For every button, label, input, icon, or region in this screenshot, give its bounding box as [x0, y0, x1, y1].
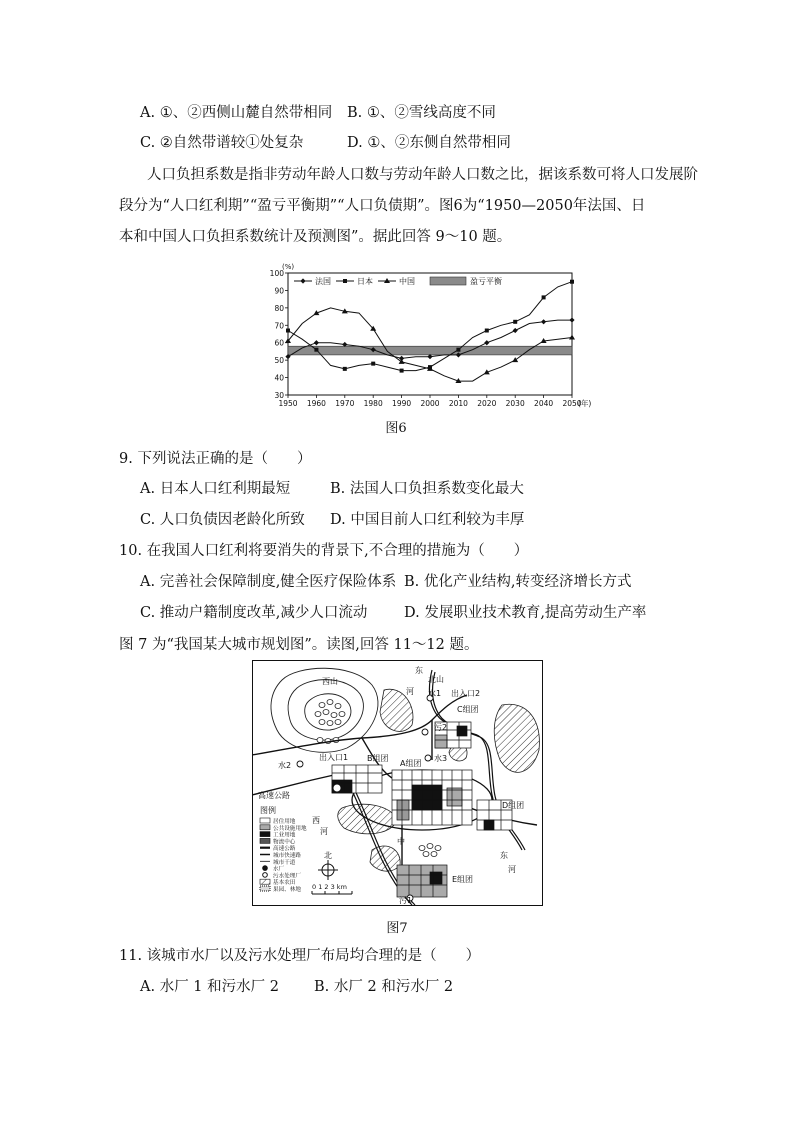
q11-option-a: A. 水厂 1 和污水厂 2	[140, 979, 279, 995]
legend-item-label: 水厂	[273, 866, 285, 873]
label-north-mountain: 北山	[428, 675, 444, 684]
option-q8-b: B. ①、②雪线高度不同	[347, 105, 496, 121]
legend-label: 日本	[357, 277, 373, 286]
x-tick-label: 2000	[420, 399, 440, 408]
y-tick-label: 90	[274, 286, 284, 296]
legend-item-label: 公共设施用地	[273, 825, 307, 832]
legend-swatch	[260, 825, 270, 830]
label-sewage1: 污1	[399, 896, 413, 905]
city-planning-map	[252, 660, 543, 906]
chart-plot-area	[288, 273, 572, 395]
legend-band-label: 盈亏平衡	[470, 277, 502, 286]
label-c-group: C组团	[457, 705, 479, 714]
legend-item-label: 工业用地	[273, 832, 296, 839]
q11-option-b: B. 水厂 2 和污水厂 2	[314, 979, 454, 995]
figure-7-caption: 图7	[386, 921, 408, 936]
q10-option-a: A. 完善社会保障制度,健全医疗保险体系	[140, 574, 397, 590]
legend-item-label: 污水处理厂	[273, 873, 301, 880]
q10-option-b: B. 优化产业结构,转变经济增长方式	[404, 574, 632, 590]
q9-option-c: C. 人口负债因老龄化所致	[140, 512, 305, 528]
label-b-group: B组团	[367, 754, 389, 763]
x-tick-label: 2020	[477, 399, 497, 408]
legend-swatch	[263, 873, 268, 878]
data-point	[371, 362, 375, 366]
q10-option-c: C. 推动户籍制度改革,减少人口流动	[140, 605, 368, 621]
label-a-group: A组团	[400, 759, 422, 768]
y-tick-label: 100	[269, 269, 284, 278]
label-exit2: 出入口2	[451, 689, 481, 698]
q9-option-b: B. 法国人口负担系数变化最大	[330, 481, 524, 497]
figure-6-caption: 图6	[385, 421, 407, 436]
legend-band-swatch	[430, 277, 466, 285]
q11-stem: 11. 该城市水厂以及污水处理厂布局均合理的是（ ）	[119, 948, 481, 964]
data-point	[513, 320, 517, 324]
label-river-top: 河	[406, 687, 414, 696]
x-tick-label: 2050	[562, 399, 582, 408]
label-river-se: 河	[508, 865, 516, 874]
x-tick-label: 2030	[505, 399, 525, 408]
label-e-group: E组团	[452, 875, 474, 884]
label-east-se: 东	[500, 851, 508, 860]
option-q8-d: D. ①、②东侧自然带相同	[347, 135, 511, 151]
e-group	[397, 865, 447, 897]
y-tick-label: 80	[274, 303, 284, 313]
legend-swatch	[260, 886, 270, 891]
legend-title: 图例	[260, 806, 276, 815]
label-river-mid: 河	[320, 827, 328, 836]
legend-item-label: 城市干道	[273, 859, 296, 866]
label-sewage2: 污2	[434, 723, 448, 732]
x-tick-label: 1950	[278, 399, 298, 408]
data-point	[400, 369, 404, 373]
data-point	[314, 348, 318, 352]
data-point	[570, 280, 574, 284]
option-q8-c: C. ②自然带谱较①处复杂	[140, 135, 304, 151]
data-point	[343, 367, 347, 371]
label-north: 北	[324, 851, 332, 860]
label-water3: 水3	[434, 754, 448, 763]
y-tick-label: 50	[274, 356, 284, 366]
x-tick-label: 1960	[306, 399, 326, 408]
population-burden-chart	[262, 259, 606, 411]
x-tick-label: 2010	[448, 399, 468, 408]
legend-swatch	[260, 818, 270, 823]
legend-swatch	[263, 866, 268, 871]
legend-swatch	[260, 832, 270, 837]
breakeven-band	[288, 346, 572, 355]
legend-label: 中国	[399, 277, 415, 286]
legend-item-label: 高速公路	[273, 846, 296, 853]
label-east-top: 东	[415, 666, 423, 675]
option-q8-a: A. ①、②西侧山麓自然带相同	[140, 105, 333, 121]
data-point	[542, 295, 546, 299]
y-tick-label: 40	[274, 373, 284, 383]
y-tick-label: 60	[274, 338, 284, 348]
y-axis-label: (%)	[282, 263, 295, 271]
legend-item-label: 城市快速路	[273, 853, 301, 859]
x-tick-label: 1970	[335, 399, 355, 408]
label-west: 西	[312, 816, 320, 825]
data-point	[485, 329, 489, 333]
data-point	[456, 348, 460, 352]
label-water2: 水2	[278, 761, 292, 770]
intro-line-1: 人口负担系数是指非劳动年龄人口数与劳动年龄人口数之比，据该系数可将人口发展阶	[147, 167, 698, 183]
x-tick-label: 2040	[534, 399, 554, 408]
y-tick-label: 70	[274, 321, 284, 331]
label-west-mountain: 西山	[322, 677, 338, 686]
label-highway: 高速公路	[258, 791, 290, 800]
label-water1: 水1	[428, 689, 442, 698]
label-d-group: D组团	[502, 801, 525, 810]
intro-line-3: 本和中国人口负担系数统计及预测图”。据此回答 9～10 题。	[119, 229, 512, 245]
label-middle: 中	[397, 837, 405, 846]
q10-stem: 10. 在我国人口红利将要消失的背景下,不合理的措施为（ ）	[119, 543, 529, 559]
q10-option-d: D. 发展职业技术教育,提高劳动生产率	[404, 605, 647, 621]
legend-item-label: 基本农田	[273, 880, 296, 887]
x-tick-label: 1990	[392, 399, 412, 408]
q9-option-a: A. 日本人口红利期最短	[140, 481, 291, 497]
legend-item-label: 物流中心	[273, 839, 296, 846]
a-group	[392, 770, 472, 825]
legend-swatch	[260, 879, 270, 884]
q9-option-d: D. 中国目前人口红利较为丰厚	[330, 512, 525, 528]
x-axis-label: (年)	[578, 399, 592, 408]
legend-label: 法国	[315, 277, 331, 286]
intro-fig7: 图 7 为“我国某大城市规划图”。读图,回答 11～12 题。	[119, 637, 479, 653]
legend-swatch	[260, 838, 270, 843]
legend-marker	[343, 279, 347, 283]
legend-item-label: 果园、林地	[273, 887, 301, 893]
x-tick-label: 1980	[363, 399, 383, 408]
label-exit1: 出入口1	[319, 753, 349, 762]
data-point	[286, 329, 290, 333]
q9-stem: 9. 下列说法正确的是（ ）	[119, 451, 312, 467]
legend-item-label: 居住用地	[273, 819, 296, 825]
y-tick-label: 30	[274, 391, 284, 400]
intro-line-2: 段分为“人口红利期”“盈亏平衡期”“人口负债期”。图6为“1950—2050年法国、日	[119, 198, 646, 214]
label-scale: 0 1 2 3 km	[312, 883, 347, 891]
